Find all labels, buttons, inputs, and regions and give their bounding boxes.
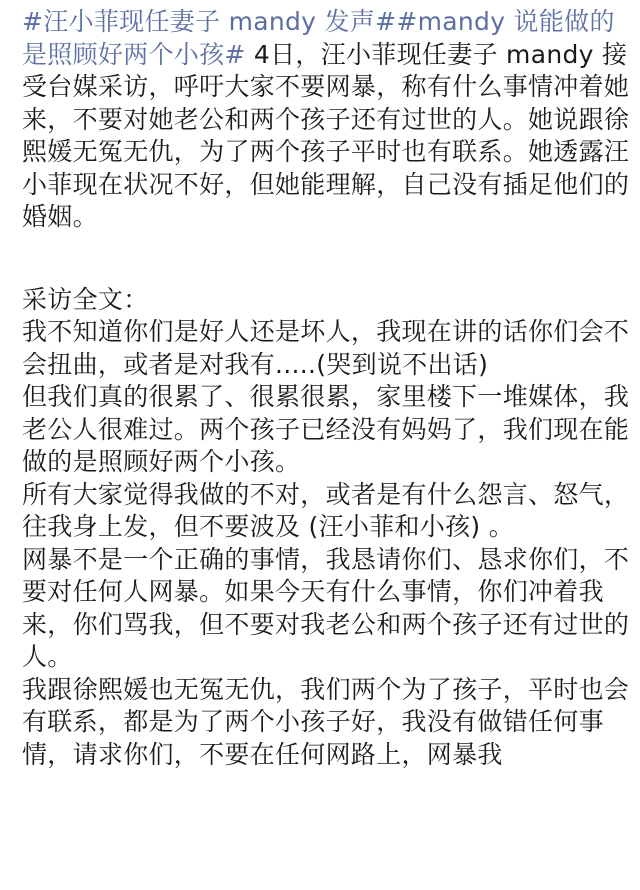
paragraph-gap xyxy=(22,234,632,284)
interview-paragraph: 但我们真的很累了、很累很累，家里楼下一堆媒体，我老公人很难过。两个孩子已经没有妈妈了，我们现在能做的是照顾好两个小孩。 xyxy=(22,382,630,476)
hashtag-link[interactable]: #汪小菲现任妻子 mandy 发声##mandy 说能做的是照顾好两个小孩# xyxy=(22,7,615,69)
intro-text: 4日，汪小菲现任妻子 mandy 接受台媒采访，呼吁大家不要网暴，称有什么事情冲着她来，不要对她老公和两个孩子还有过世的人。她说跟徐熙媛无冤无仇，为了两个孩子平时也有联系。她透露汪小菲现在状况不好，但她能理解，自己没有插足他们的婚姻。 xyxy=(22,39,630,231)
section-title: 采访全文： xyxy=(22,284,149,314)
interview-paragraph: 网暴不是一个正确的事情，我恳请你们、恳求你们，不要对任何人网暴。如果今天有什么事情，你们冲着我来，你们骂我，但不要对我老公和两个孩子还有过世的人。 xyxy=(22,544,630,671)
interview-paragraph: 我不知道你们是好人还是坏人，我现在讲的话你们会不会扭曲，或者是对我有.....(哭到说不出话) xyxy=(22,317,630,379)
interview-paragraph: 我跟徐熙媛也无冤无仇，我们两个为了孩子，平时也会有联系，都是为了两个小孩子好，我没有做错任何事情，请求你们，不要在任何网路上，网暴我 xyxy=(22,674,630,769)
post-body xyxy=(22,6,632,771)
bottom-cutoff xyxy=(0,876,640,890)
intro-paragraph xyxy=(22,6,632,234)
interview-paragraph: 所有大家觉得我做的不对，或者是有什么怨言、怒气，往我身上发，但不要波及 (汪小菲和小孩) 。 xyxy=(22,479,630,541)
